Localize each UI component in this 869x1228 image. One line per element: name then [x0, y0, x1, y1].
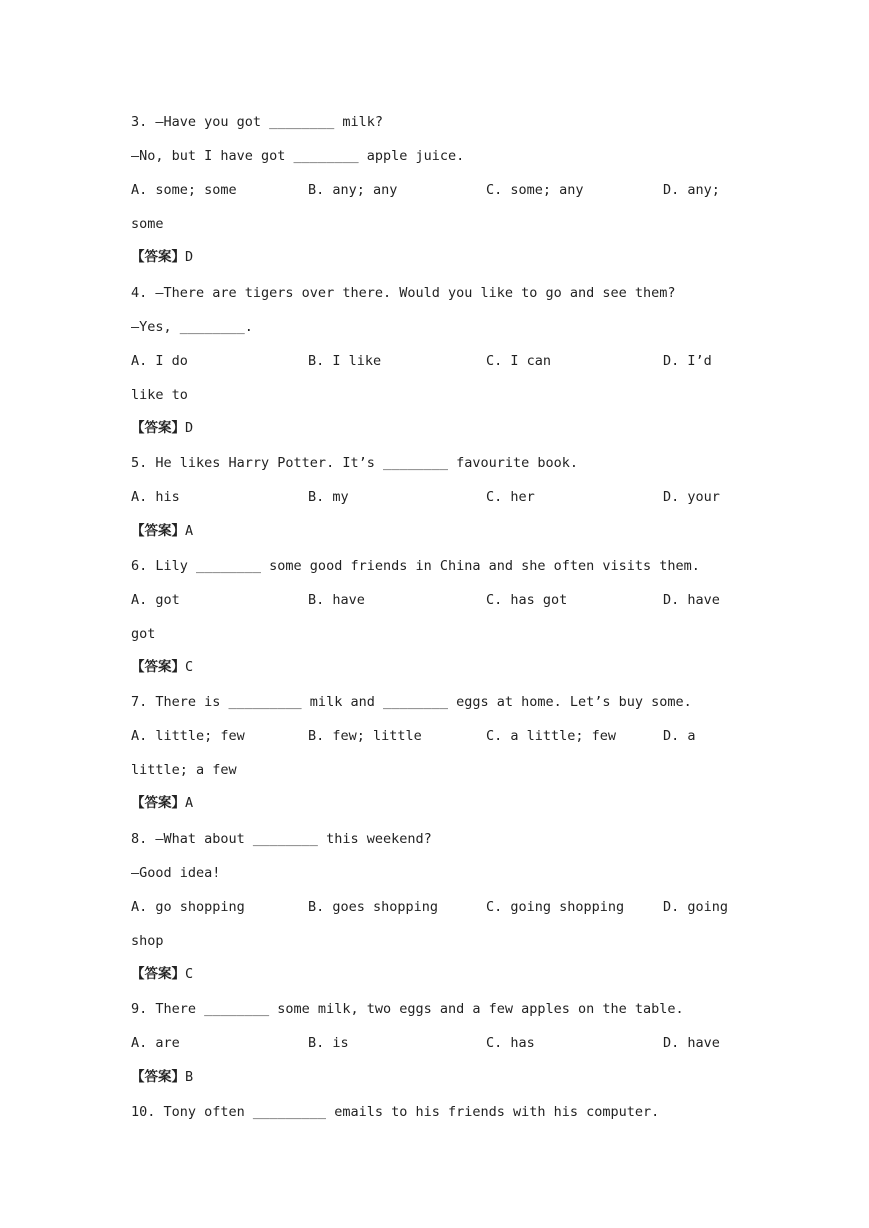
q6-option-d: D. have [663, 592, 720, 608]
q5-line-1: 5. He likes Harry Potter. It’s ________ favourite book. [131, 455, 579, 471]
q7-option-d: D. a [663, 728, 696, 744]
q3-answer [131, 247, 193, 267]
q5-option-a: A. his [131, 489, 180, 505]
q3-option-b: B. any; any [308, 182, 398, 198]
q6-answer [131, 657, 193, 677]
q5-answer [131, 521, 193, 541]
q5-option-c: C. her [486, 489, 535, 505]
q7-option-b: B. few; little [308, 728, 422, 744]
q7-answer [131, 793, 193, 813]
q8-line-2: —Good idea! [131, 865, 221, 881]
answer-label: 【答案】 [131, 966, 185, 982]
q4-answer [131, 418, 193, 438]
q3-option-wrap: some [131, 216, 164, 232]
q6-line-1: 6. Lily ________ some good friends in China and she often visits them. [131, 558, 700, 574]
q7-answer-value: A [185, 795, 194, 811]
q9-option-b: B. is [308, 1035, 349, 1051]
q4-line-2: —Yes, ________. [131, 319, 253, 335]
q3-line-1: 3. —Have you got ________ milk? [131, 114, 383, 130]
q6-option-b: B. have [308, 592, 365, 608]
q9-option-c: C. has [486, 1035, 535, 1051]
q9-answer [131, 1067, 193, 1087]
answer-label: 【答案】 [131, 523, 185, 539]
q5-option-d: D. your [663, 489, 720, 505]
q3-line-2: —No, but I have got ________ apple juice. [131, 148, 465, 164]
q8-option-a: A. go shopping [131, 899, 245, 915]
q9-line-1: 9. There ________ some milk, two eggs and a few apples on the table. [131, 1001, 684, 1017]
q8-option-b: B. goes shopping [308, 899, 439, 915]
q4-line-1: 4. —There are tigers over there. Would you like to go and see them? [131, 285, 676, 301]
q4-option-c: C. I can [486, 353, 552, 369]
q7-option-wrap: little; a few [131, 762, 237, 778]
q8-option-wrap: shop [131, 933, 164, 949]
q3-answer-value: D [185, 249, 194, 265]
q9-option-d: D. have [663, 1035, 720, 1051]
q4-answer-value: D [185, 420, 194, 436]
q6-option-wrap: got [131, 626, 156, 642]
q5-option-b: B. my [308, 489, 349, 505]
answer-label: 【答案】 [131, 420, 185, 436]
q10-line-1: 10. Tony often _________ emails to his friends with his computer. [131, 1104, 660, 1120]
q8-option-c: C. going shopping [486, 899, 625, 915]
answer-label: 【答案】 [131, 249, 185, 265]
q9-answer-value: B [185, 1069, 194, 1085]
q8-line-1: 8. —What about ________ this weekend? [131, 831, 432, 847]
q9-option-a: A. are [131, 1035, 180, 1051]
q3-option-d: D. any; [663, 182, 720, 198]
answer-label: 【答案】 [131, 795, 185, 811]
q8-answer [131, 964, 193, 984]
q7-option-a: A. little; few [131, 728, 245, 744]
q4-option-d: D. I’d [663, 353, 712, 369]
q4-option-wrap: like to [131, 387, 188, 403]
q3-option-a: A. some; some [131, 182, 237, 198]
q8-option-d: D. going [663, 899, 729, 915]
q3-option-c: C. some; any [486, 182, 584, 198]
q4-option-b: B. I like [308, 353, 382, 369]
q7-line-1: 7. There is _________ milk and ________ eggs at home. Let’s buy some. [131, 694, 692, 710]
answer-label: 【答案】 [131, 1069, 185, 1085]
answer-label: 【答案】 [131, 659, 185, 675]
q6-option-a: A. got [131, 592, 180, 608]
q7-option-c: C. a little; few [486, 728, 617, 744]
q6-option-c: C. has got [486, 592, 568, 608]
q5-answer-value: A [185, 523, 194, 539]
q6-answer-value: C [185, 659, 194, 675]
q4-option-a: A. I do [131, 353, 188, 369]
q8-answer-value: C [185, 966, 194, 982]
